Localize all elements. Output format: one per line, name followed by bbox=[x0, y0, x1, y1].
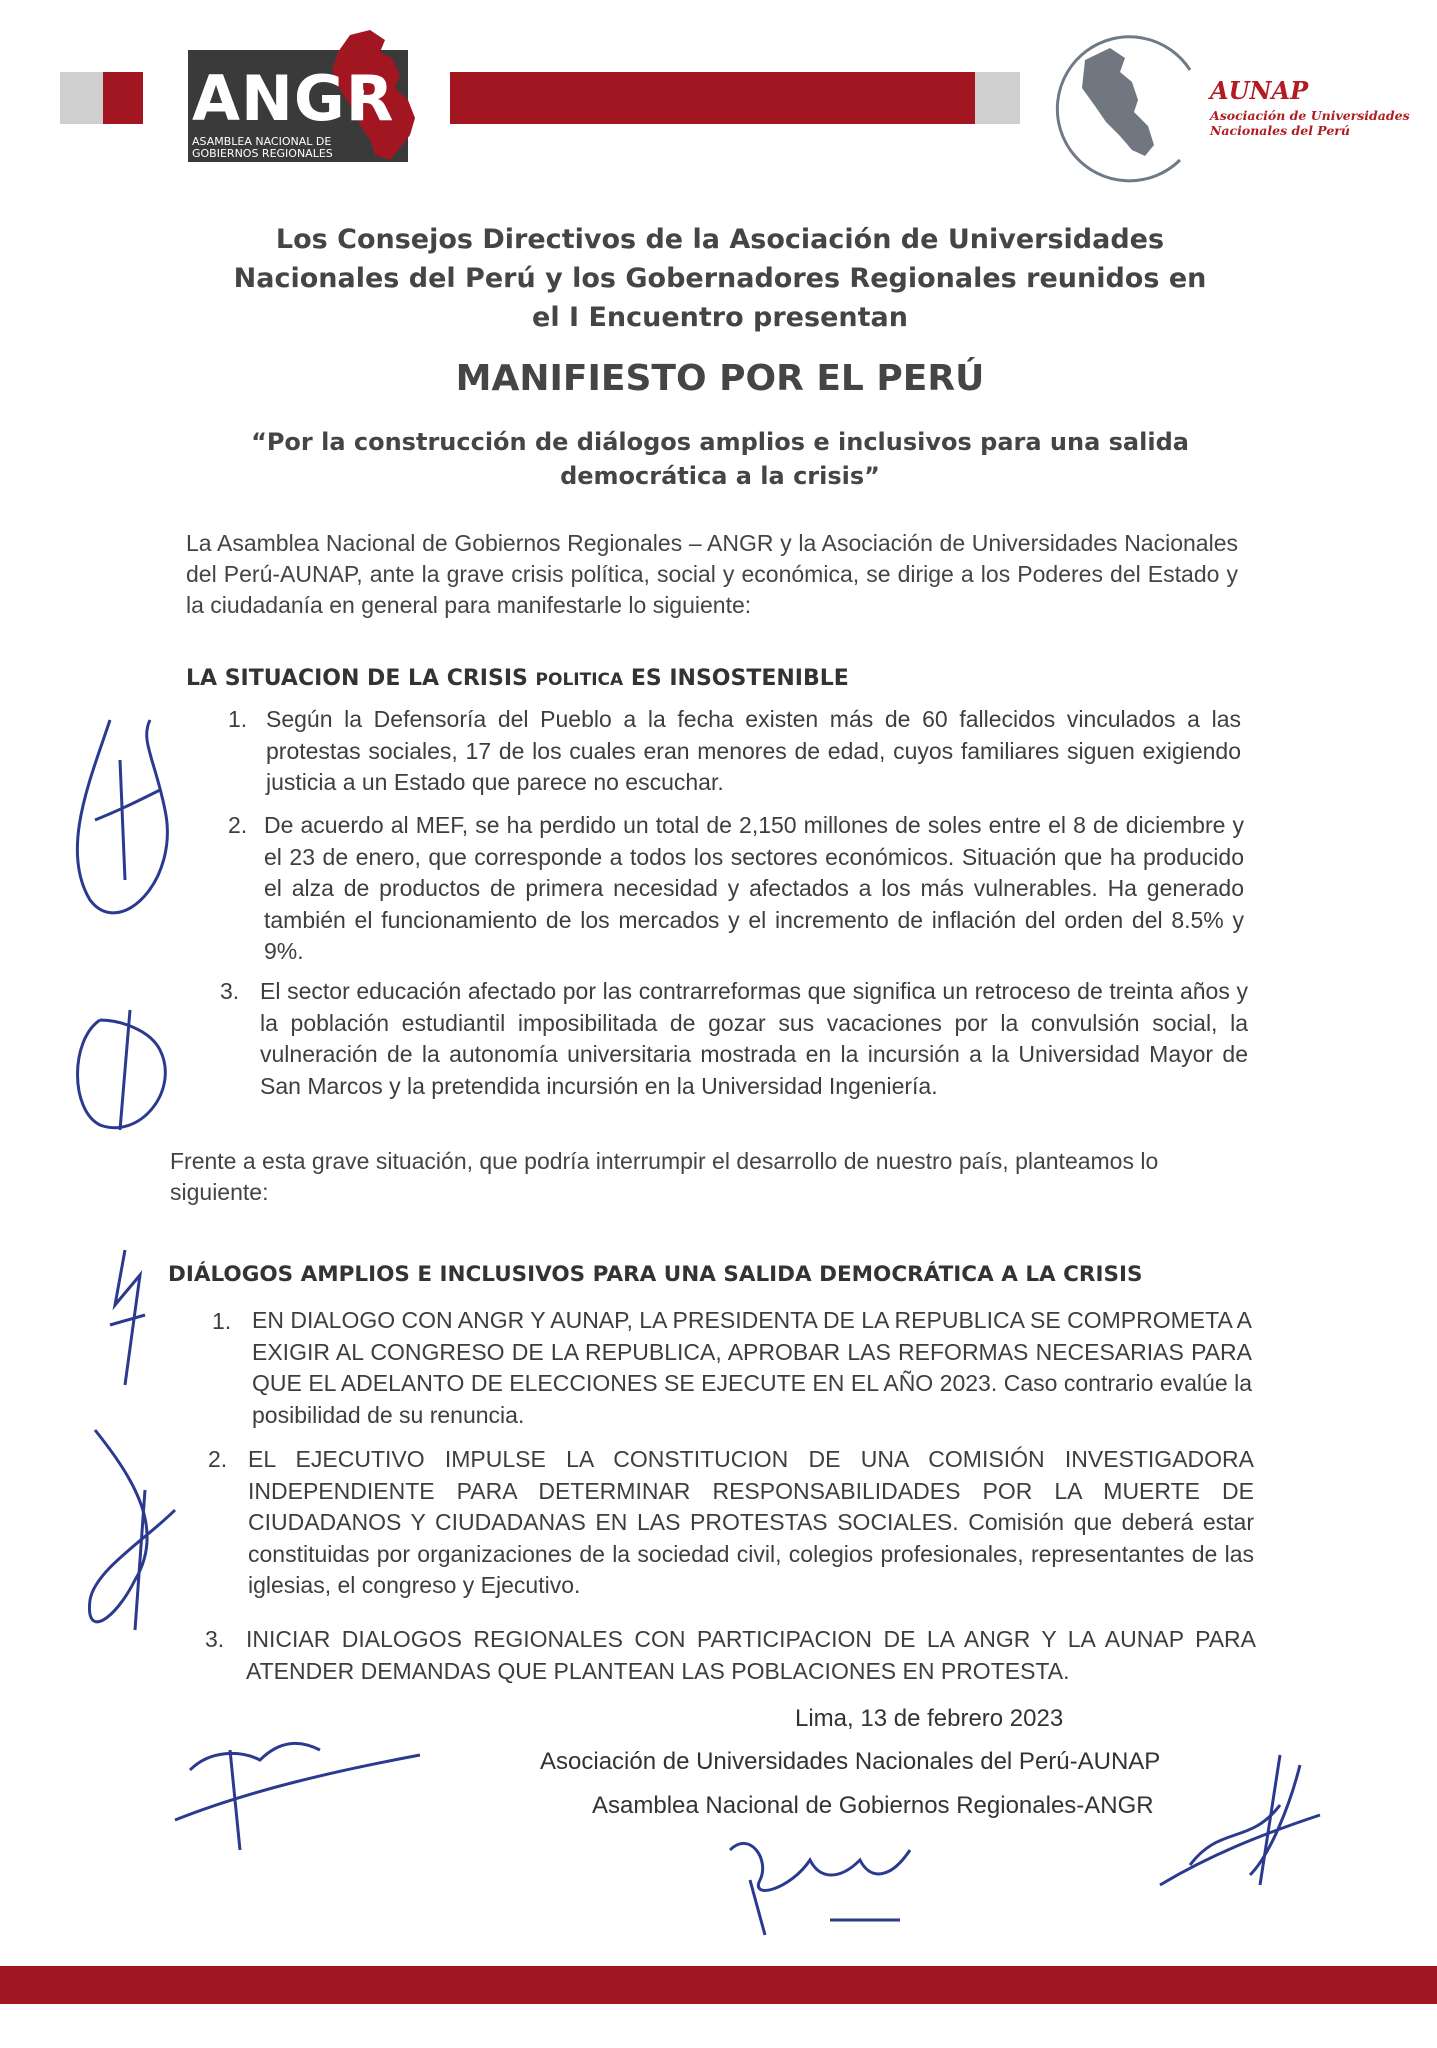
section1-heading-small: POLITICA bbox=[535, 670, 624, 690]
closing-org1: Asociación de Universidades Nacionales del Perú-AUNAP bbox=[540, 1748, 1161, 1775]
signature-margin-1 bbox=[50, 700, 180, 930]
signature-margin-4 bbox=[75, 1420, 195, 1660]
intro-heading-line1: Los Consejos Directivos de la Asociación de Universidades bbox=[275, 224, 1165, 255]
signature-margin-3 bbox=[95, 1245, 155, 1395]
document-subtitle bbox=[180, 425, 1260, 493]
signature-bottom-right bbox=[1150, 1745, 1340, 1905]
section1-heading-end: ES INSOSTENIBLE bbox=[623, 666, 849, 691]
header-bar-gray-small bbox=[60, 72, 103, 124]
intro-heading-line3: el I Encuentro presentan bbox=[532, 302, 908, 333]
list-item-text: INICIAR DIALOGOS REGIONALES CON PARTICIPACION DE LA ANGR Y LA AUNAP PARA ATENDER DEMANDAS QUE PLANTEAN LAS POBLACIONES EN PROTESTA. bbox=[246, 1626, 1256, 1684]
transition-paragraph: Frente a esta grave situación, que podría interrumpir el desarrollo de nuestro país, planteamos lo siguiente: bbox=[170, 1148, 1159, 1205]
signature-bottom-left bbox=[170, 1710, 430, 1860]
subtitle-line1: “Por la construcción de diálogos amplios e inclusivos para una salida bbox=[251, 428, 1189, 456]
signature-bottom-center bbox=[710, 1820, 920, 1940]
list-item-text: De acuerdo al MEF, se ha perdido un total de 2,150 millones de soles entre el 8 de diciembre y el 23 de enero, que corresponde a todos los sectores económicos. Situación que ha producido el alza de productos de primera necesidad y afectados a los más vulnerables. Ha generado también el funcionamiento de los mercados y el incremento de inflación del orden del 8.5% y 9%. bbox=[264, 812, 1244, 964]
list-item-text: El sector educación afectado por las contrarreformas que significa un retroceso de treinta años y la población estudiantil imposibilitada de gozar sus vacaciones por la convulsión social, la vulneración de la autonomía universitaria mostrada en la incursión a la Universidad Mayor de San Marcos y la pretendida incursión en la Universidad Ingeniería. bbox=[260, 978, 1248, 1099]
aunap-subtitle-line2: Nacionales del Perú bbox=[1210, 123, 1350, 138]
list-item-text: EN DIALOGO CON ANGR Y AUNAP, LA PRESIDENTA DE LA REPUBLICA SE COMPROMETA A EXIGIR AL CONGRESO DE LA REPUBLICA, APROBAR LAS REFORMAS NECESARIAS PARA QUE EL ADELANTO DE ELECCIONES SE EJECUTE EN EL AÑO 2023. Caso contrario evalúe la posibilidad de su renuncia. bbox=[252, 1307, 1252, 1428]
footer-bar bbox=[0, 1966, 1437, 2004]
subtitle-line2: democrática a la crisis” bbox=[560, 462, 880, 490]
list-item-text: Según la Defensoría del Pueblo a la fecha existen más de 60 fallecidos vinculados a las protestas sociales, 17 de los cuales eran menores de edad, cuyos familiares siguen exigiendo justicia a un Estado que parece no escuchar. bbox=[266, 706, 1241, 795]
angr-subtitle-line1: ASAMBLEA NACIONAL DE bbox=[192, 135, 332, 148]
intro-paragraph: La Asamblea Nacional de Gobiernos Regionales – ANGR y la Asociación de Universidades Nacionales del Perú-AUNAP, ante la grave crisis política, social y económica, se dirige a los Poderes del Estado y la ciudadanía en general para manifestarle lo siguiente: bbox=[186, 530, 1238, 618]
list-item-number: 3. bbox=[220, 978, 240, 1004]
header-bar-gray-right bbox=[975, 72, 1020, 124]
angr-logo-acronym: ANGR bbox=[192, 62, 395, 135]
aunap-logo-subtitle bbox=[1210, 108, 1410, 138]
list-item-number: 2. bbox=[228, 812, 248, 838]
header-bar-red-left-2 bbox=[103, 72, 141, 124]
list-item-number: 1. bbox=[212, 1308, 232, 1334]
list-item-number: 2. bbox=[208, 1446, 228, 1472]
angr-subtitle-line2: GOBIERNOS REGIONALES bbox=[192, 147, 333, 160]
intro-heading-line2: Nacionales del Perú y los Gobernadores Regionales reunidos en bbox=[233, 263, 1207, 294]
list-item-text: EL EJECUTIVO IMPULSE LA CONSTITUCION DE UNA COMISIÓN INVESTIGADORA INDEPENDIENTE PARA DETERMINAR RESPONSABILIDADES POR LA MUERTE DE CIUDADANOS Y CIUDADANAS EN LAS PROTESTAS SOCIALES. Comisión que deberá estar constituidas por organizaciones de la sociedad civil, colegios profesionales, representantes de las iglesias, el congreso y Ejecutivo. bbox=[248, 1446, 1254, 1598]
list-item-number: 3. bbox=[205, 1626, 225, 1652]
document-title: MANIFIESTO POR EL PERÚ bbox=[455, 358, 985, 399]
aunap-logo-acronym: AUNAP bbox=[1210, 76, 1309, 105]
section2-heading: DIÁLOGOS AMPLIOS E INCLUSIVOS PARA UNA SALIDA DEMOCRÁTICA A LA CRISIS bbox=[168, 1262, 1143, 1287]
header-bar-red-center bbox=[450, 72, 975, 124]
intro-heading bbox=[180, 220, 1260, 337]
place-date: Lima, 13 de febrero 2023 bbox=[795, 1705, 1064, 1732]
signature-margin-2 bbox=[60, 1000, 190, 1140]
list-item-number: 1. bbox=[228, 706, 248, 732]
aunap-circle-map-icon bbox=[1040, 30, 1205, 185]
closing-org2: Asamblea Nacional de Gobiernos Regionales-ANGR bbox=[592, 1792, 1154, 1819]
angr-logo-subtitle bbox=[192, 136, 333, 160]
aunap-subtitle-line1: Asociación de Universidades bbox=[1210, 108, 1410, 123]
section1-heading-main: LA SITUACION DE LA CRISIS bbox=[186, 666, 536, 691]
section1-heading bbox=[186, 666, 849, 691]
